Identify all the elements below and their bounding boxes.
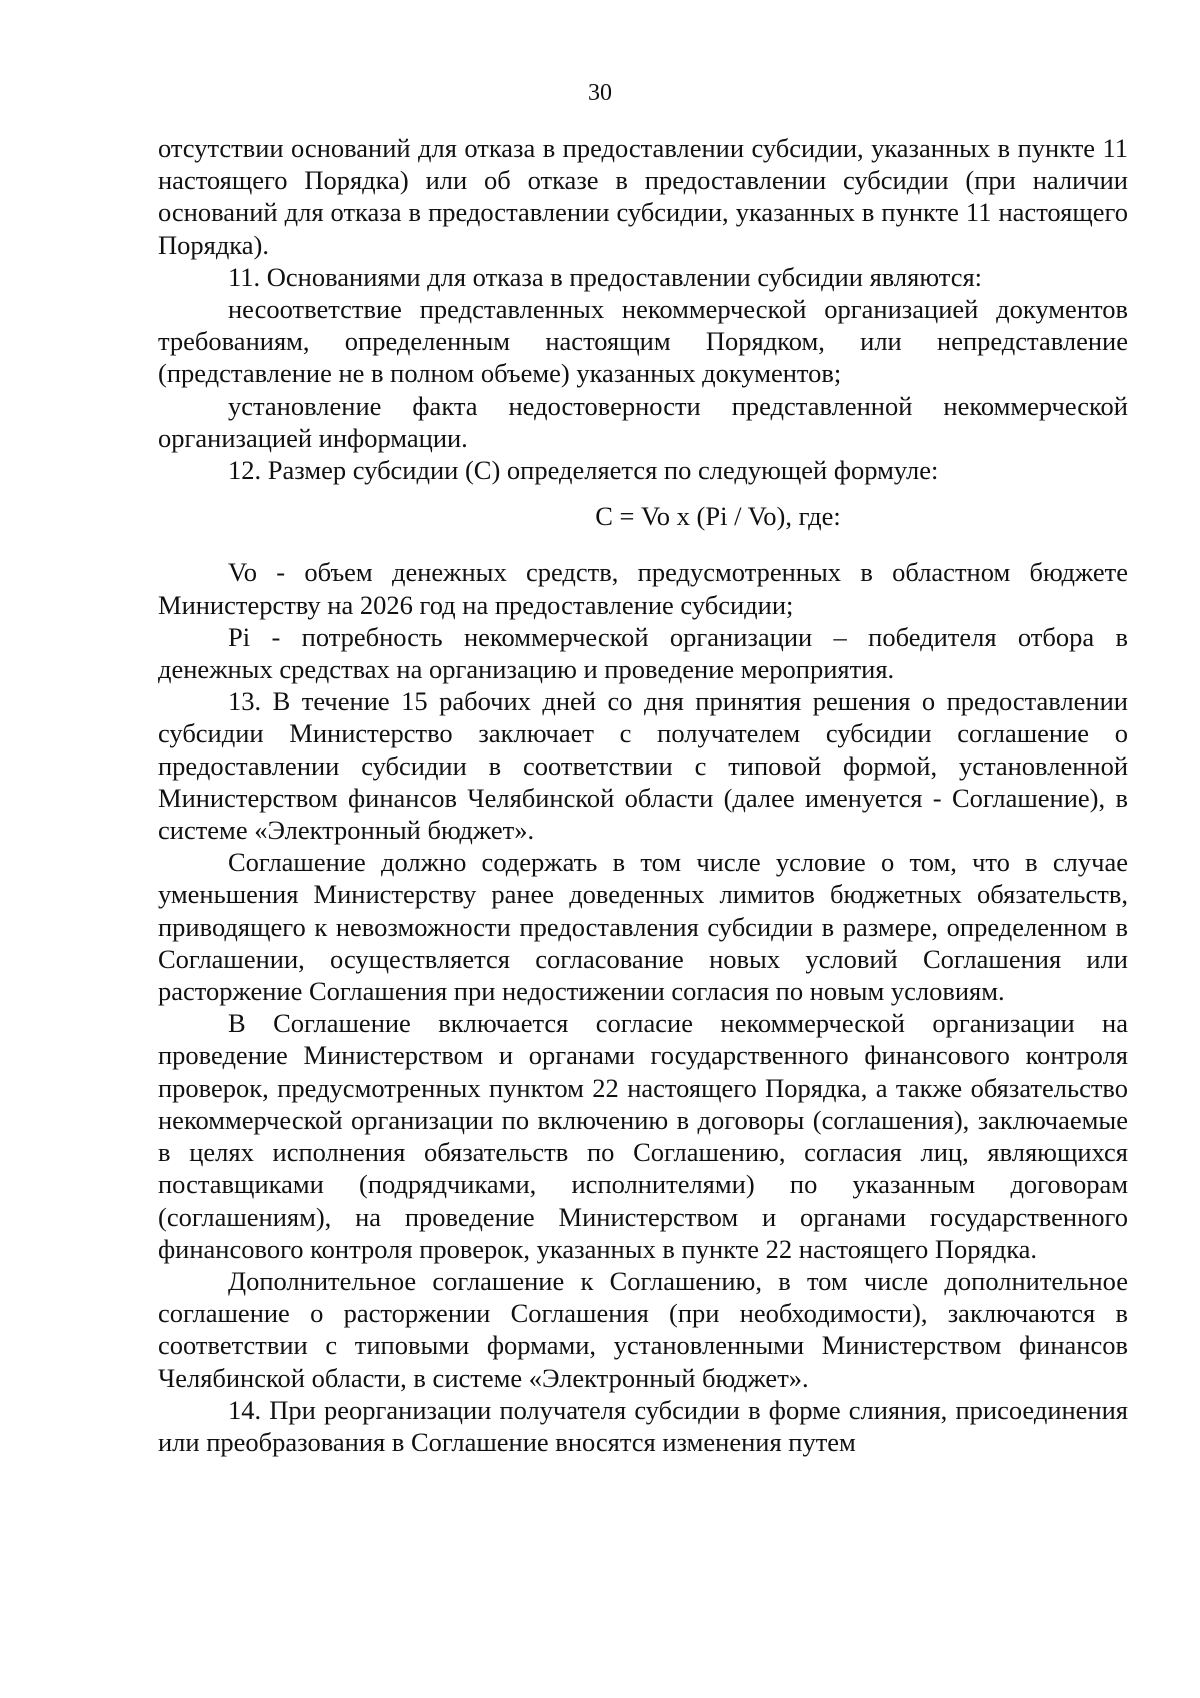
paragraph-14: 14. При реорганизации получателя субсидии в форме слияния, присоединения или преобразования в Соглашение вносятся изменения путем: [158, 1394, 1128, 1457]
page-number: 30: [588, 80, 612, 106]
subsidy-formula: С = Vo x (Pi / Vo), где:: [595, 501, 841, 532]
paragraph-12: 12. Размер субсидии (С) определяется по следующей формуле:: [228, 455, 939, 486]
paragraph-13: 13. В течение 15 рабочих дней со дня принятия решения о предоставлении субсидии Министерство заключает с получателем субсидии соглашение о предоставлении субсидии в соответствии с типовой формой, установленной Министерством финансов Челябинской области (далее именуется - Соглашение), в системе «Электронный бюджет».: [158, 686, 1128, 846]
paragraph-11-heading: 11. Основаниями для отказа в предоставлении субсидии являются:: [228, 261, 983, 292]
paragraph-11-reason-2: установление факта недостоверности представленной некоммерческой организацией информации.: [158, 390, 1128, 453]
document-body: [158, 132, 1128, 1458]
formula-definition-pi: Pi - потребность некоммерческой организации – победителя отбора в денежных средствах на организацию и проведение мероприятия.: [158, 621, 1128, 685]
paragraph-13-agreement-terms: Соглашение должно содержать в том числе условие о том, что в случае уменьшения Министерству ранее доведенных лимитов бюджетных обязательств, приводящего к невозможности предоставления субсидии в размере, определенном в Соглашении, осуществляется согласование новых условий Соглашения или расторжение Соглашения при недостижении согласия по новым условиям.: [158, 847, 1128, 1007]
paragraph-13-consent: В Соглашение включается согласие некоммерческой организации на проведение Министерством и органами государственного финансового контроля проверок, предусмотренных пунктом 22 настоящего Порядка, а также обязательство некоммерческой организации по включению в договоры (соглашения), заключаемые в целях исполнения обязательств по Соглашению, согласия лиц, являющихся поставщиками (подрядчиками, исполнителями) по указанным договорам (соглашениям), на проведение Министерством и органами государственного финансового контроля проверок, указанных в пункте 22 настоящего Порядка.: [158, 1008, 1128, 1264]
paragraph-11-reason-1: несоответствие представленных некоммерческой организацией документов требованиям, определенным настоящим Порядком, или непредставление (представление не в полном объеме) указанных документов;: [158, 294, 1128, 389]
paragraph-13-supplementary: Дополнительное соглашение к Соглашению, в том числе дополнительное соглашение о расторжении Соглашения (при необходимости), заключаются в соответствии с типовыми формами, установленными Министерством финансов Челябинской области, в системе «Электронный бюджет».: [158, 1265, 1128, 1393]
paragraph-continuation: отсутствии оснований для отказа в предоставлении субсидии, указанных в пункте 11 настоящего Порядка) или об отказе в предоставлении субсидии (при наличии оснований для отказа в предоставлении субсидии, указанных в пункте 11 настоящего Порядка).: [158, 133, 1128, 260]
formula-definition-vo: Vo - объем денежных средств, предусмотренных в областном бюджете Министерству на 2026 год на предоставление субсидии;: [158, 557, 1128, 620]
